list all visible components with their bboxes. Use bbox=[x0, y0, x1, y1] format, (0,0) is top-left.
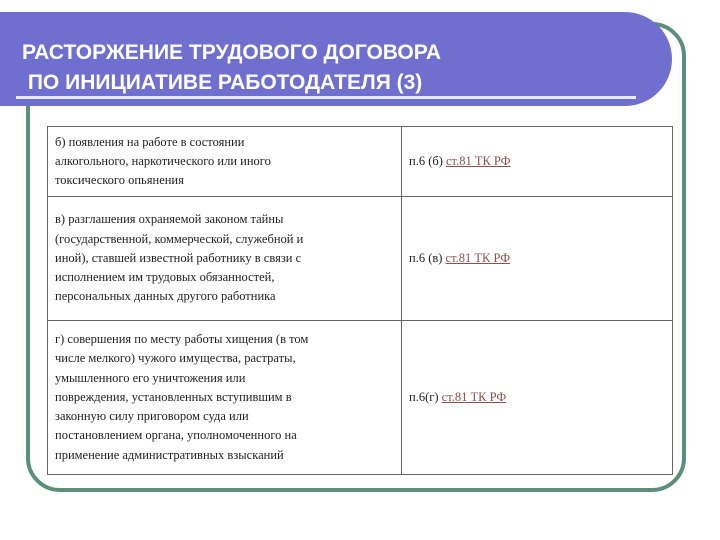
law-article-link[interactable]: ст.81 ТК РФ bbox=[441, 389, 507, 404]
desc-line: применение административных взысканий bbox=[55, 447, 284, 462]
desc-line: токсического опьянения bbox=[55, 173, 184, 188]
desc-line: персональных данных другого работника bbox=[55, 289, 276, 304]
row-description bbox=[48, 127, 402, 197]
law-article-link[interactable]: ст.81 ТК РФ bbox=[446, 153, 511, 168]
desc-line: законную силу приговором суда или bbox=[55, 409, 249, 424]
desc-line: умышленного его уничтожения или bbox=[55, 370, 246, 385]
desc-line: постановлением органа, уполномоченного на bbox=[55, 428, 297, 443]
desc-line: (государственной, коммерческой, служебной и bbox=[55, 231, 304, 246]
title-underline bbox=[16, 96, 636, 99]
ref-prefix: п.6 (б) bbox=[409, 153, 446, 168]
desc-line: алкогольного, наркотического или иного bbox=[55, 153, 271, 168]
row-reference bbox=[402, 127, 673, 197]
row-reference bbox=[402, 321, 673, 475]
desc-line: иной), ставшей известной работнику в связи с bbox=[55, 250, 302, 265]
desc-line: в) разглашения охраняемой законом тайны bbox=[55, 212, 284, 227]
table-row bbox=[48, 197, 673, 321]
row-description bbox=[48, 197, 402, 321]
grounds-table bbox=[47, 126, 673, 475]
law-article-link[interactable]: ст.81 ТК РФ bbox=[445, 250, 511, 265]
row-reference bbox=[402, 197, 673, 321]
table-row bbox=[48, 127, 673, 197]
slide-title bbox=[22, 38, 441, 98]
title-banner bbox=[0, 12, 672, 106]
desc-line: г) совершения по месту работы хищения (в том bbox=[55, 331, 309, 346]
ref-prefix: п.6(г) bbox=[409, 389, 442, 404]
title-line-2: ПО ИНИЦИАТИВЕ РАБОТОДАТЕЛЯ (3) bbox=[22, 71, 423, 94]
desc-line: б) появления на работе в состоянии bbox=[55, 134, 245, 149]
desc-line: числе мелкого) чужого имущества, растраты, bbox=[55, 351, 296, 366]
row-description bbox=[48, 321, 402, 475]
ref-prefix: п.6 (в) bbox=[409, 250, 446, 265]
title-line-1: РАСТОРЖЕНИЕ ТРУДОВОГО ДОГОВОРА bbox=[22, 41, 442, 64]
desc-line: повреждения, установленных вступившим в bbox=[55, 389, 292, 404]
desc-line: исполнением им трудовых обязанностей, bbox=[55, 270, 275, 285]
table-row bbox=[48, 321, 673, 475]
